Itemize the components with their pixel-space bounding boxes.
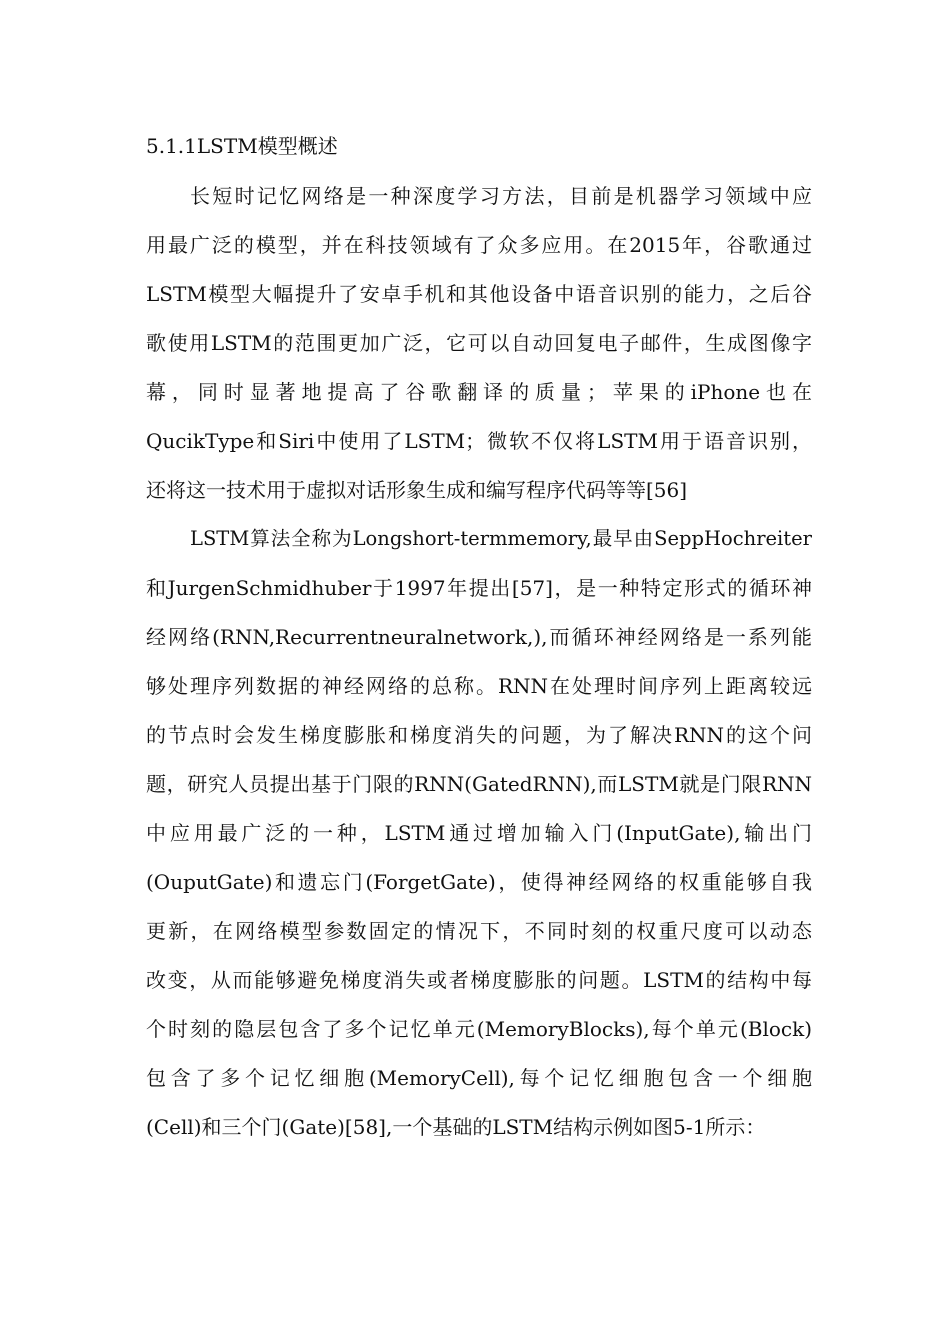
paragraph-line: 更新，在网络模型参数固定的情况下，不同时刻的权重尺度可以动态 [146,919,812,943]
paragraph-line: 歌使用LSTM的范围更加广泛，它可以自动回复电子邮件，生成图像字 [146,331,812,355]
paragraph-line: 用最广泛的模型，并在科技领域有了众多应用。在2015年，谷歌通过 [146,233,812,257]
paragraph-line: 经网络(RNN,Recurrentneuralnetwork,),而循环神经网络是一系列能 [146,625,812,649]
paragraph-line: 还将这一技术用于虚拟对话形象生成和编写程序代码等等[56] [146,478,688,502]
paragraph-line: LSTM算法全称为Longshort-termmemory,最早由SeppHochreiter [190,527,812,550]
paragraph-line: 幕，同时显著地提高了谷歌翻译的质量；苹果的iPhone也在 [146,380,812,404]
paragraph-line: LSTM模型大幅提升了安卓手机和其他设备中语音识别的能力，之后谷 [146,282,812,306]
paragraph-line: 个时刻的隐层包含了多个记忆单元(MemoryBlocks),每个单元(Block) [146,1017,812,1041]
paragraph-line: 中应用最广泛的一种，LSTM通过增加输入门(InputGate),输出门 [146,821,812,845]
paragraph-line: 题，研究人员提出基于门限的RNN(GatedRNN),而LSTM就是门限RNN [146,772,812,796]
section-heading: 5.1.1LSTM模型概述 [146,134,338,158]
paragraph-line: 和JurgenSchmidhuber于1997年提出[57]，是一种特定形式的循环神 [146,576,812,600]
paragraph-line: 包含了多个记忆细胞(MemoryCell),每个记忆细胞包含一个细胞 [146,1066,812,1090]
paragraph-line: 够处理序列数据的神经网络的总称。RNN在处理时间序列上距离较远 [146,674,812,698]
paragraph-line: QucikType和Siri中使用了LSTM；微软不仅将LSTM用于语音识别， [146,429,812,453]
paragraph-line: (OuputGate)和遗忘门(ForgetGate)，使得神经网络的权重能够自我 [146,870,812,894]
paragraph-line: (Cell)和三个门(Gate)[58],一个基础的LSTM结构示例如图5-1所示： [146,1115,766,1139]
paragraph-line: 的节点时会发生梯度膨胀和梯度消失的问题，为了解决RNN的这个问 [146,723,812,747]
paragraph-line: 长短时记忆网络是一种深度学习方法，目前是机器学习领域中应 [190,184,812,208]
paragraph-line: 改变，从而能够避免梯度消失或者梯度膨胀的问题。LSTM的结构中每 [146,968,812,992]
